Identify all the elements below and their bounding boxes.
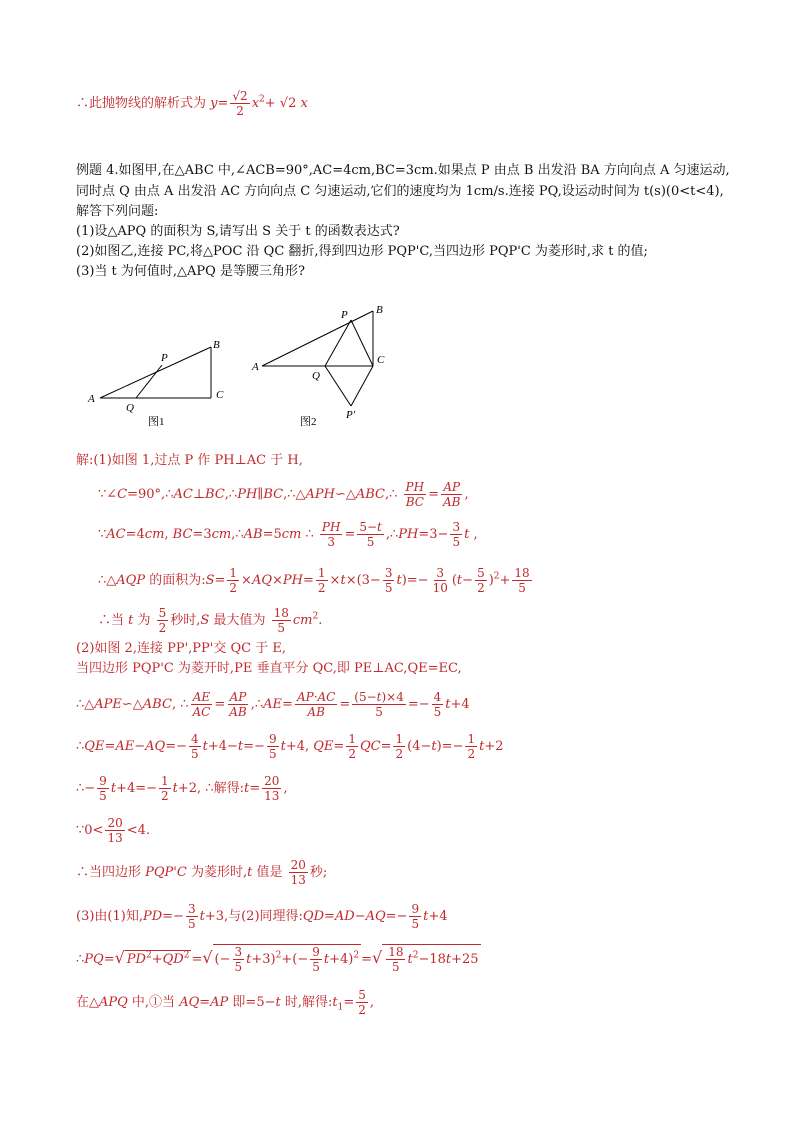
solution-3-case1: 在△APQ 中,①当 AQ=AP 即=5−t 时,解得$:t_1=$ $\frac{5}{2}$ , [76,988,375,1017]
problem-line-2: 同时点 Q 由点 A 出发沿 AC 方向向点 C 匀速运动,它们的速度均为 1cm/s.连接 PQ,设运动时间为 t(s)(0<t<4), [76,184,724,199]
parabola-result-line: ∴此抛物线的解析式为 y= $\frac{√2}{2}$ $x^2+ √2$ x [76,89,308,118]
problem-line-1: 例题 4.如图甲,在△ABC 中,∠ACB=90°,AC=4cm,BC=3cm.如果点 P 由点 B 出发沿 BA 方向向点 A 匀速运动, [76,163,730,178]
fig1-segment-pq [136,365,162,398]
fig2-label-c: C [377,354,385,366]
fig2-label-q: Q [312,370,320,382]
fig2-label-p-prime: P' [346,409,356,421]
solution-1-max: ∴当 t 为 $\frac{5}{2}$ 秒时,S 最大值为 $\frac{18}{5}$ $cm^2$. [98,606,323,635]
fig2-segment-p2c [351,366,373,406]
problem-line-3: 解答下列问题: [76,204,159,219]
fig1-label-b: B [213,339,220,351]
question-1: (1)设△APQ 的面积为 S,请写出 S 关于 t 的函数表达式? [76,224,400,239]
solution-2-ae: ∴△APE∽△ABC, ∴ $\frac{AE}{AC}$ = $\frac{AP}{AB}$ ,∴AE= $\frac{AP\cdot AC}{AB}$ = $\frac{(5-t)\times 4}{5}$ =− $\frac{4}{5}$ t+4 [76,690,470,719]
solution-1-intro: 解:(1)如图 1,过点 P 作 PH⊥AC 于 H, [76,453,303,468]
fig1-label-a: A [88,393,95,405]
fig2-segment-qp2 [325,366,351,406]
fig1-side-ab [100,347,211,398]
solution-2-solve: ∴− $\frac{9}{5}$ t+4=− $\frac{1}{2}$ t+2, ∴解得:t= $\frac{20}{13}$ , [76,774,288,803]
solution-1-similar: ∵∠C=90°,∴AC⊥BC,∴PH∥BC,∴△APH∽△ABC,∴ $\frac{PH}{BC}$ = $\frac{AP}{AB}$ , [98,480,469,509]
fig2-segment-pq [325,320,351,366]
fig2-segment-pc [351,320,373,366]
question-3: (3)当 t 为何值时,△APQ 是等腰三角形? [76,264,305,279]
fig2-label-p: P [341,309,348,321]
figure-2 [262,311,373,406]
solution-3-pd: (3)由(1)知,PD=− $\frac{3}{5}$ t+3,与(2)同理得:QD=AD−AQ=− $\frac{9}{5}$ t+4 [76,902,448,931]
figure-1 [100,347,211,398]
solution-2-range: ∵0< $\frac{20}{13}$ <4. [76,816,151,845]
solution-1-ph: ∵AC=4cm, BC=3cm,∴AB=5cm ∴ $\frac{PH}{3}$ = $\frac{5-t}{5}$ ,∴PH=3− $\frac{3}{5}$ t , [98,520,478,549]
fig1-label-c: C [216,389,224,401]
fig2-label-a: A [252,361,259,373]
fig1-label-q: Q [126,402,134,414]
fig2-caption: 图2 [300,416,317,428]
fig1-label-p: P [161,352,168,364]
solution-2-answer: ∴当四边形 PQP'C 为菱形时,t 值是 $\frac{20}{13}$ 秒; [76,858,328,887]
fig1-caption: 图1 [148,416,165,428]
fig2-label-b: B [376,304,383,316]
fig2-side-ab [262,311,373,366]
solution-2-qe: ∴QE=AE−AQ=− $\frac{4}{5}$ t+4−t=− $\frac{9}{5}$ t+4, QE= $\frac{1}{2}$ QC= $\frac{1}{2}$ (4−t)=− $\frac{1}{2}$ t+2 [76,732,504,761]
question-2: (2)如图乙,连接 PC,将△POC 沿 QC 翻折,得到四边形 PQP'C,当四边形 PQP'C 为菱形时,求 t 的值; [76,244,648,259]
solution-2-rhombus: 当四边形 PQP'C 为菱开时,PE 垂直平分 QC,即 PE⊥AC,QE=EC, [76,661,462,676]
solution-3-pq: ∴PQ=√ $PD^2+QD^2$ =√ (− $\frac{3}{5}$ t+3)$^2$+(− $\frac{9}{5}$ t+4)$^2$ =√ $\frac{18}{5}$ $t^2-18t+25$ [76,945,479,974]
solution-1-area: ∴△AQP 的面积为:S= $\frac{1}{2}$ ×AQ×PH= $\frac{1}{2}$ ×t×(3− $\frac{3}{5}$ t)=− $\frac{3}{10}$ (t− $\frac{5}{2}$ )$^2$+ $\frac{18}{5}$ [98,566,530,595]
solution-2-intro: (2)如图 2,连接 PP',PP'交 QC 于 E, [76,641,286,656]
